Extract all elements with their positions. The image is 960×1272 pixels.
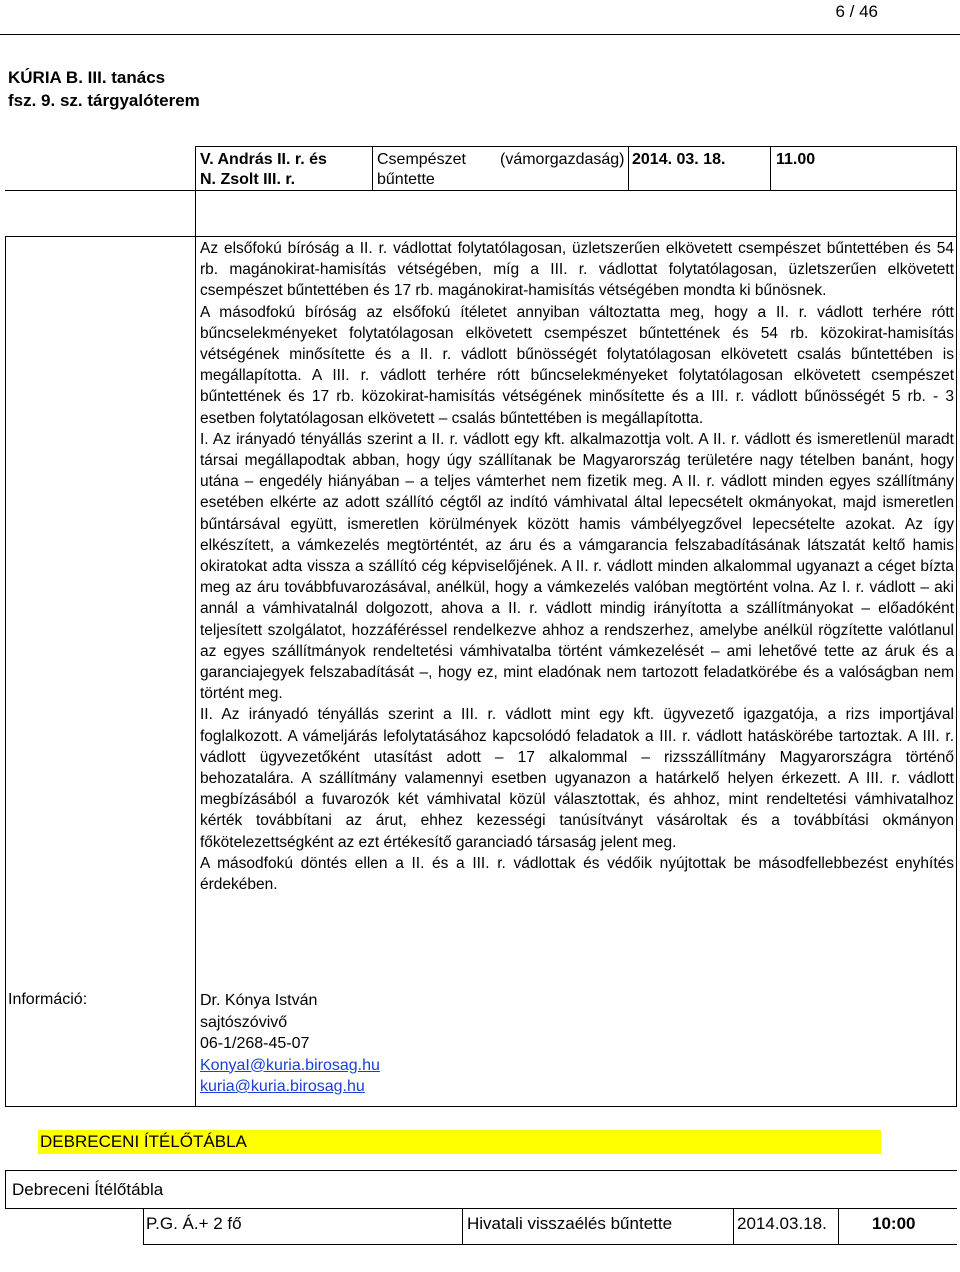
table-top-rule: [195, 146, 957, 147]
case-date: 2014. 03. 18.: [632, 151, 726, 168]
case-time: 11.00: [776, 151, 816, 168]
case-crime: [377, 150, 466, 190]
col-divider-1: [372, 146, 373, 190]
info-table-inner-top: [5, 236, 957, 237]
section-bar-label: DEBRECENI ÍTÉLŐTÁBLA: [40, 1132, 247, 1151]
case-defendants: [200, 150, 327, 190]
paragraph: Az elsőfokú bíróság a II. r. vádlottat folytatólagosan, üzletszerűen elkövetett csempészet bűntettében és 54 rb. magánokirat-hamisítás vétségében, míg a III. r. vádlottat folytatólagosan, üzletszerűen elkövetett csempészet bűntettében és 17 rb. magánokirat-hamisítás vétségében mondta ki bűnösnek.: [200, 240, 954, 300]
footer-col-2: [462, 1208, 463, 1244]
footer-court: Debreceni Ítélőtábla: [12, 1180, 164, 1199]
footer-defendants: P.G. Á.+ 2 fő: [146, 1214, 242, 1233]
defendants-line-1: V. András II. r. és: [200, 151, 327, 168]
footer-crime: Hivatali visszaélés bűntette: [467, 1214, 673, 1233]
footer-date: 2014.03.18.: [737, 1214, 827, 1233]
col-divider-3: [770, 146, 771, 190]
paragraph: A másodfokú döntés ellen a II. és a III. r. vádlottak és védőik nyújtottak be másodfellebbezést enyhítés érdekében.: [200, 854, 954, 894]
contact-email-link[interactable]: KonyaI@kuria.birosag.hu: [200, 1056, 380, 1074]
court-room: fsz. 9. sz. tárgyalóterem: [8, 91, 200, 110]
section-bar: [38, 1130, 881, 1154]
footer-col-4: [838, 1208, 839, 1244]
footer-row-rule: [5, 1208, 957, 1209]
case-qualifier: (vámorgazdaság): [500, 151, 625, 168]
page-number: 6 / 46: [835, 2, 878, 21]
contact-block: [200, 990, 380, 1098]
header-rule: [0, 34, 960, 35]
footer-time: 10:00: [872, 1214, 916, 1233]
footer-col-3: [733, 1208, 734, 1244]
footer-col-1: [143, 1208, 144, 1244]
col-divider-2: [628, 146, 629, 190]
info-table-left: [5, 236, 6, 1106]
crime-line-1: Csempészet: [377, 151, 466, 168]
paragraph: II. Az irányadó tényállás szerint a III. r. vádlott mint egy kft. ügyvezető igazgatója, a rizs importjával foglalkozott. A vámeljárás lefolytatásához kapcsolódó feladatok a III. r. vádlott hatáskörébe tartoztak. A III. r. vádlott ügyvezetőként utasítást adott – 17 alkalommal – rizsszállítmány Magyarországra történő behozatalára. A szállítmány valamennyi esetben ugyanazon a határkelő helyen érkezett. A III. r. vádlott megbízásából a fuvarozók két vámhivatal közül választottak, és ahhoz, mint rendeltetési vámhivatalhoz kérték továbbítani az árut, ehhez kezességi tanúsítványt vásároltak és a továbbítási okmányon főkötelezettségként az ezt értékesítő garanciadó társaság jelent meg.: [200, 706, 954, 851]
crime-line-2: bűntette: [377, 171, 435, 188]
info-table-bottom: [5, 1106, 957, 1107]
contact-email-link-2[interactable]: kuria@kuria.birosag.hu: [200, 1078, 365, 1095]
paragraph: A másodfokú bíróság az elsőfokú ítéletet annyiban változtatta meg, hogy a II. r. vádlott terhére rótt bűncselekményeket folytatólagosan elkövetett csempészet bűntettének és 54 rb. közokirat-hamisítás vétségének minősítette és a II. r. vádlott bűnösségét folytatólagosan elkövetett csalás bűntettében is megállapította. A III. r. vádlott terhére rótt bűncselekményeket folytatólagosan elkövetett csempészet bűntettének és 17 rb. közokirat-hamisítás vétségének minősítette és a III. r. vádlott bűnösségét 5 rb. - 3 esetben folytatólagosan elkövetett – csalás bűntettében is megállapította.: [200, 303, 954, 427]
paragraph: I. Az irányadó tényállás szerint a II. r. vádlott egy kft. alkalmazottja volt. A II. r. vádlott és ismeretlenül maradt társai megállapodtak abban, hogy úgy szállítanak be Magyarország területére nagy tételben banánt, hogy utána – engedély hiányában – a teljes vámterhet nem fizetik meg. A II. r. vádlott minden egyes szállítmány esetében elkérte az adott szállító cégtől az indító vámhivatal által lepecsételt okmányokat, majd ismeretlen bűntársával együtt, ismeretlen körülmények között hamis vámbélyegzővel lepecsételte azokat. Az így elkészített, a vámkezelés megtörténtét, az áru és a vámgarancia felszabadításának látszatát keltő hamis okiratokat adta vissza a szállító cég képviselőjének. A II. r. vádlott minden alkalommal ugyanazt a céget bízta meg az áru továbbfuvarozásával, anélkül, hogy a vámkezelés valóban megtörtént volna. Az I. r. vádlott – aki annál a vámhivatalnál dolgozott, ahova a II. r. vádlott mindig irányította a szállítmányokat – előadóként teljesített szolgálatot, hozzáféréssel rendelkezve ahhoz a rendszerhez, amelybe anélkül rögzítette valótlanul az egyes szállítmányok rendeltetési vámhivatalba történt vámkezelését – ami lehetővé tette az áruk és a garanciajegyek felszabadítását –, hogy ez, mint eladónak nem tartozott feladatkörébe és a valóságban nem történt meg.: [200, 430, 954, 703]
info-table-top: [5, 190, 957, 191]
info-table-divider: [195, 146, 196, 1106]
defendants-line-2: N. Zsolt III. r.: [200, 171, 296, 188]
info-table-right: [956, 146, 957, 1106]
court-heading: [8, 66, 200, 112]
info-label: Információ:: [8, 991, 88, 1008]
footer-bottom-rule: [143, 1244, 957, 1245]
footer-top-rule: [5, 1170, 957, 1171]
case-summary: [200, 238, 954, 895]
footer-left-rule: [5, 1170, 6, 1208]
court-name: KÚRIA B. III. tanács: [8, 68, 166, 87]
contact-role: sajtószóvivő: [200, 1013, 288, 1031]
contact-phone: 06-1/268-45-07: [200, 1035, 310, 1052]
contact-name: Dr. Kónya István: [200, 992, 318, 1009]
